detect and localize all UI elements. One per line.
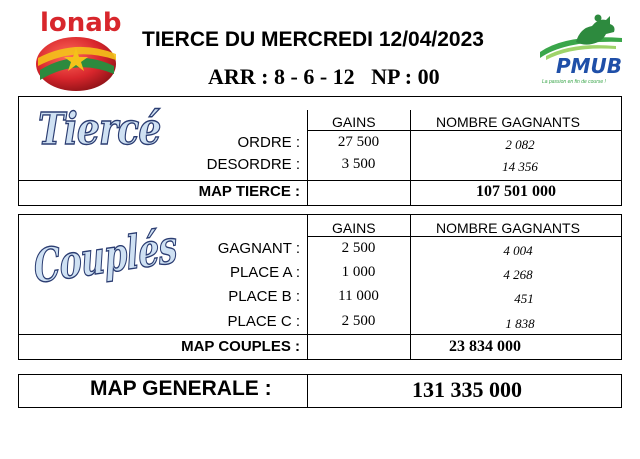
couples-row-label: PLACE A : bbox=[229, 264, 300, 281]
page-title: TIERCE DU MERCREDI 12/04/2023 bbox=[142, 28, 484, 51]
tierce-row-gain: 3 500 bbox=[341, 156, 376, 172]
couples-map-value: 23 834 000 bbox=[449, 338, 521, 355]
lonab-logo bbox=[28, 8, 126, 92]
pmub-tagline: La passion en fin de course ! bbox=[542, 79, 606, 85]
couples-row-gain: 2 500 bbox=[341, 313, 376, 329]
map-generale-label: MAP GENERALE : bbox=[90, 377, 272, 400]
couples-row-gain: 11 000 bbox=[338, 288, 379, 304]
tierce-gains-header: GAINS bbox=[332, 114, 376, 130]
couples-row-winners: 1 838 bbox=[505, 316, 535, 331]
tierce-row-winners: 14 356 bbox=[502, 159, 538, 174]
arrival-result: ARR : 8 - 6 - 12 bbox=[208, 64, 355, 89]
couples-row-winners: 4 004 bbox=[503, 243, 533, 258]
tierce-row-label: DESORDRE : bbox=[206, 156, 300, 173]
couples-header-line bbox=[307, 236, 622, 237]
np-value: NP : 00 bbox=[371, 64, 440, 89]
couples-map-divider bbox=[18, 334, 622, 335]
tierce-map-divider bbox=[18, 180, 622, 181]
couples-map-label: MAP COUPLES : bbox=[181, 338, 300, 355]
pmub-logo bbox=[536, 12, 626, 94]
couples-row-gain: 2 500 bbox=[341, 240, 376, 256]
couples-gains-header: GAINS bbox=[332, 220, 376, 236]
tierce-row-winners: 2 082 bbox=[505, 137, 535, 152]
tierce-map-label: MAP TIERCE : bbox=[198, 183, 300, 200]
couples-script-title: Couplés bbox=[32, 219, 179, 294]
couples-row-gain: 1 000 bbox=[341, 264, 376, 280]
tierce-header-line bbox=[307, 130, 622, 131]
couples-row-label: GAGNANT : bbox=[217, 240, 300, 257]
map-generale-divider bbox=[307, 374, 308, 408]
map-generale-value: 131 335 000 bbox=[412, 377, 522, 402]
tierce-map-value: 107 501 000 bbox=[476, 183, 556, 200]
pmub-logo-text: PMUB bbox=[556, 54, 623, 78]
tierce-row-gain: 27 500 bbox=[337, 134, 380, 150]
tierce-winners-header: NOMBRE GAGNANTS bbox=[436, 114, 580, 130]
couples-row-winners: 4 268 bbox=[503, 267, 533, 282]
couples-row-label: PLACE C : bbox=[227, 313, 300, 330]
lonab-logo-text: lonab bbox=[40, 8, 122, 38]
couples-row-label: PLACE B : bbox=[228, 288, 300, 305]
couples-row-winners: 451 bbox=[514, 291, 534, 306]
arrival-line bbox=[208, 64, 440, 90]
tierce-script-title: Tiercé bbox=[38, 104, 161, 155]
tierce-row-label: ORDRE : bbox=[237, 134, 300, 151]
couples-winners-header: NOMBRE GAGNANTS bbox=[436, 220, 580, 236]
